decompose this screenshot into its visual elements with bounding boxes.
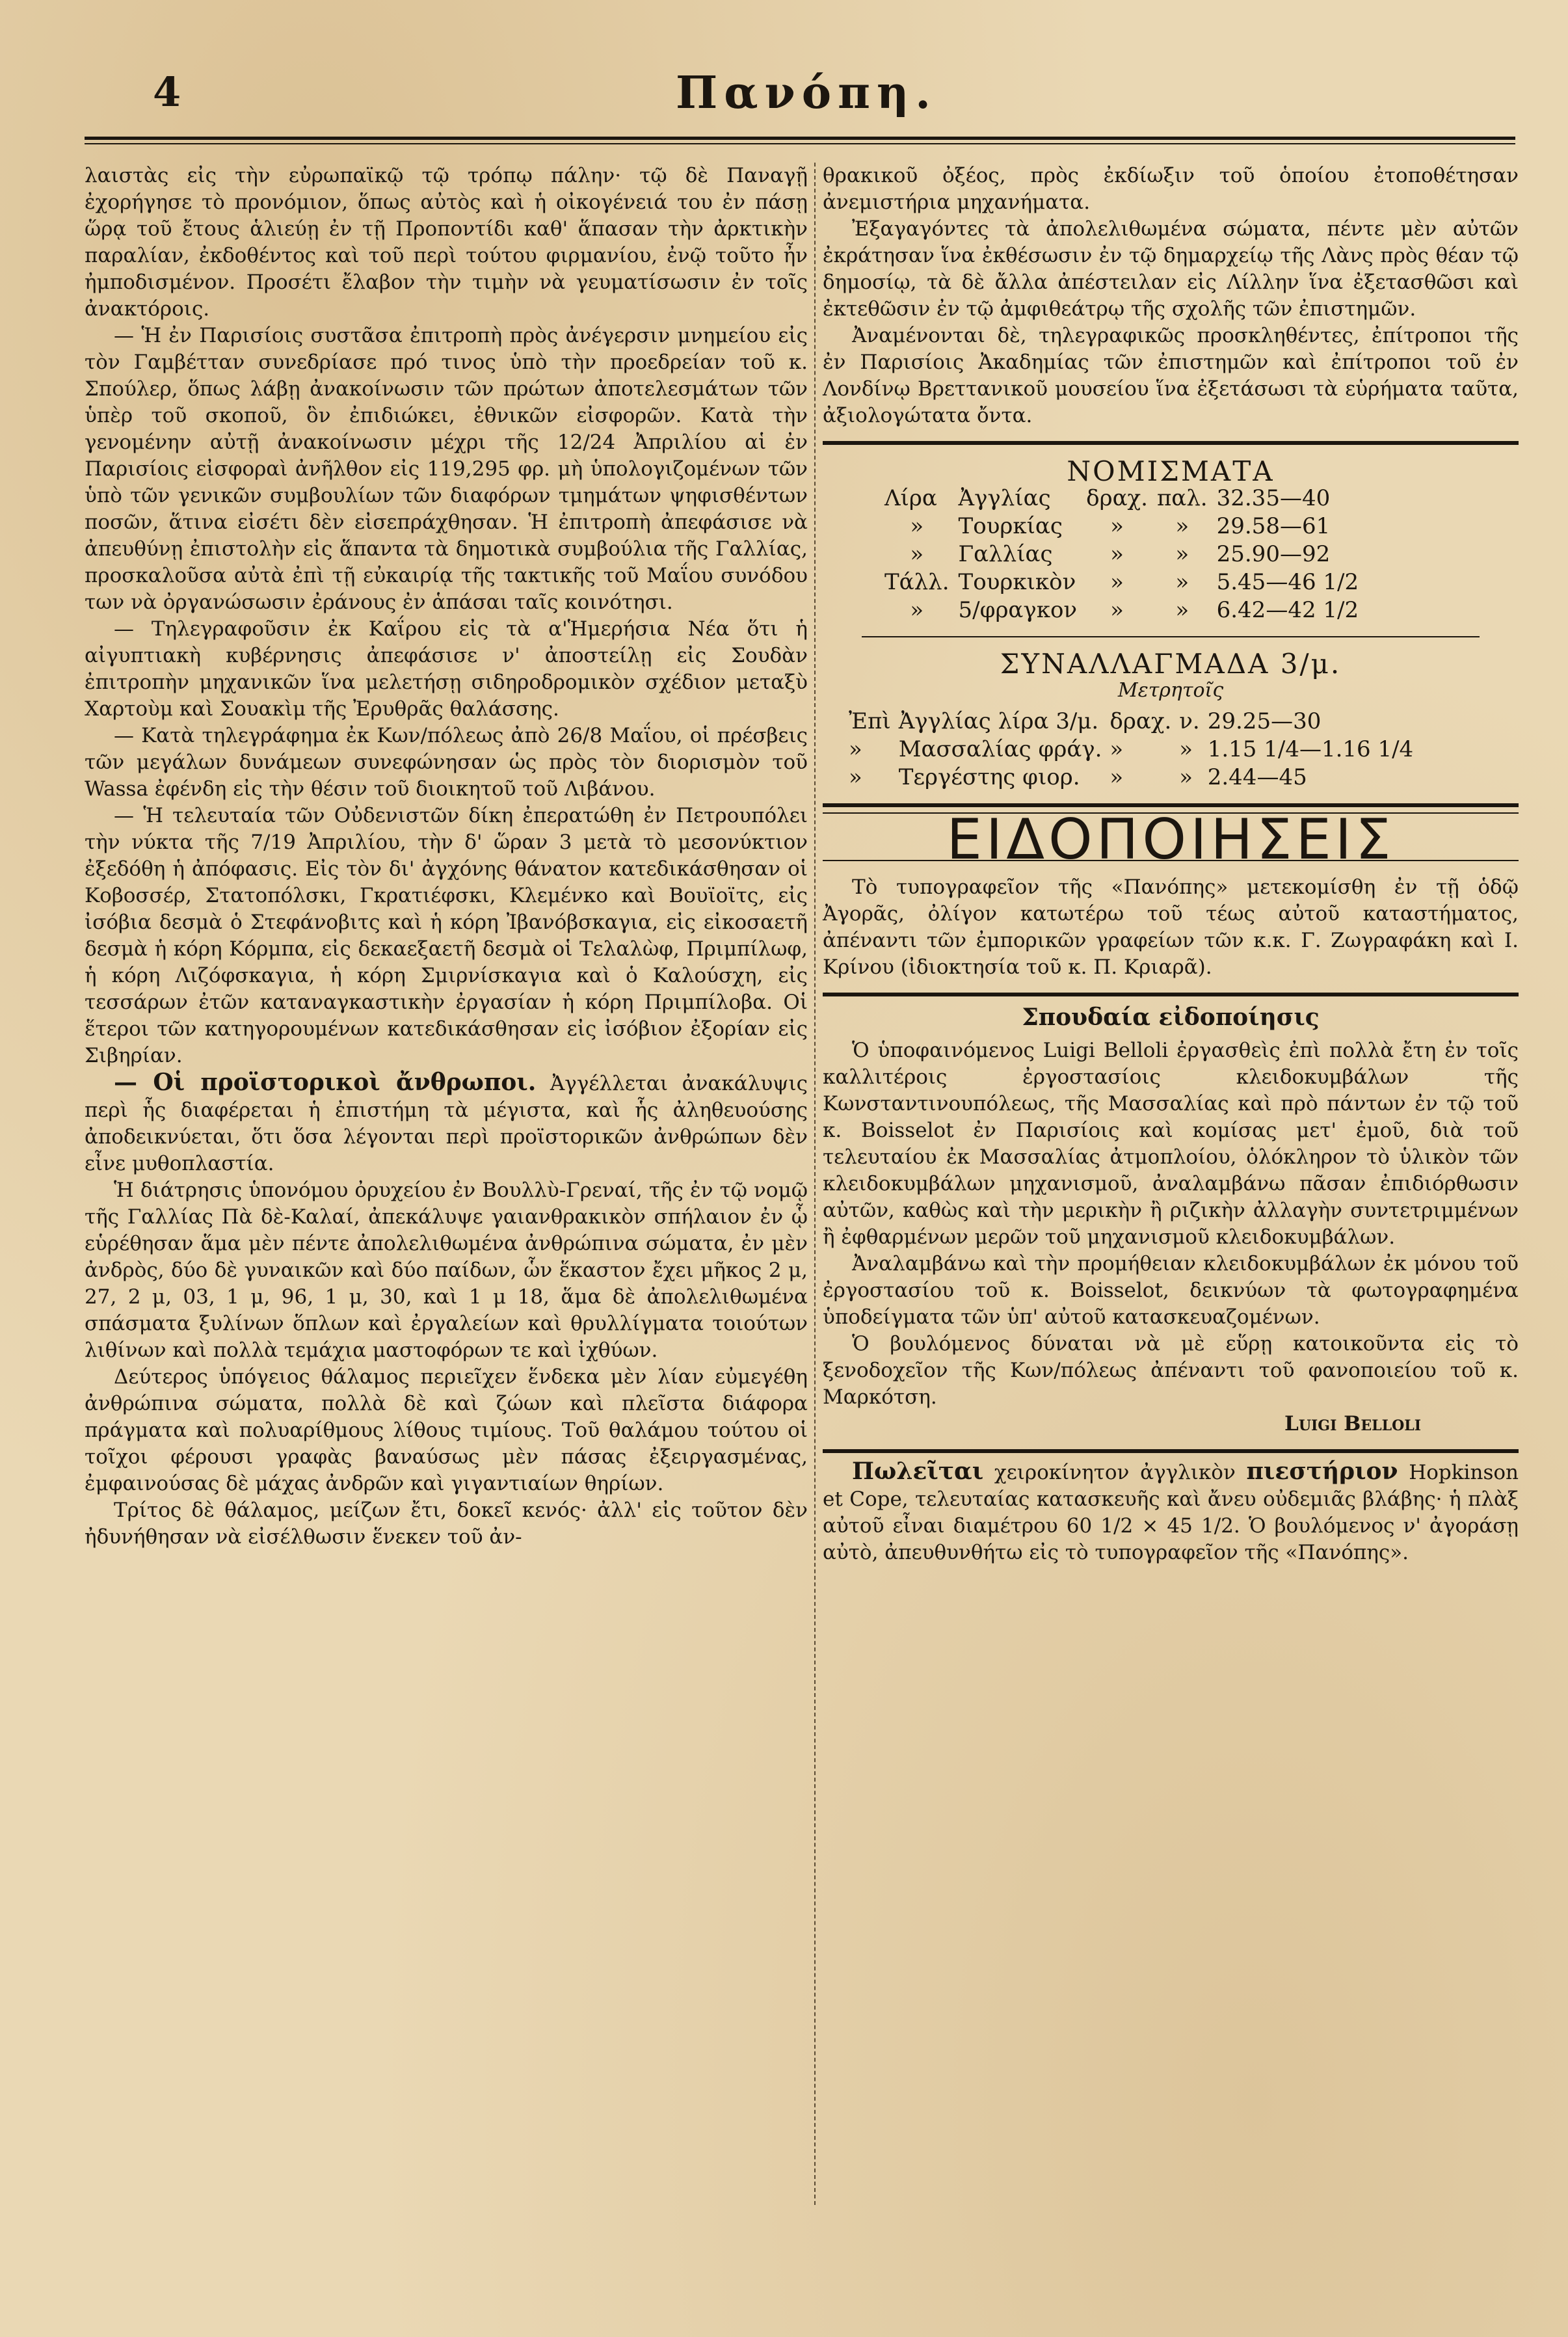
article-text: Ἀγγέλλεται ἀνακάλυψις περὶ ἧς διαφέρεται ἡ ἐπιστήμη τὰ μέγιστα, καὶ ἧς ἀληθευούσης ἀποδεικνύεται, ὅτι ὅσα λέγονται περὶ προϊστορικῶν ἀνθρώπων δὲν εἶνε μυθοπλαστία. — [85, 1072, 808, 1175]
notice-emphasis: πιεστήριον — [1246, 1458, 1398, 1485]
table-cell: » — [1175, 597, 1189, 623]
table-cell: Ἐπὶ — [849, 708, 891, 734]
table-row — [849, 764, 1421, 792]
notice-lead: Πωλεῖται — [852, 1458, 984, 1485]
table-row — [849, 708, 1421, 736]
table-cell: Λίρα — [884, 485, 937, 511]
table-cell: 29.25—30 — [1207, 708, 1322, 734]
currency-table-section — [823, 455, 1519, 792]
notice-paragraph — [823, 1458, 1519, 1566]
table-cell: Γαλλίας — [958, 541, 1053, 567]
article-paragraph: — Κατὰ τηλεγράφημα ἐκ Κων/πόλεως ἀπὸ 26/8 Μαΐου, οἱ πρέσβεις τῶν μεγάλων δυνάμεων συνεφώνησαν ὡς πρὸς τὸν διορισμὸν τοῦ Wassa ἐφένδη εἰς τὴν θέσιν τοῦ διοικητοῦ τοῦ Λιβάνου. — [85, 724, 808, 801]
section-divider — [862, 636, 1480, 637]
table-cell: » — [1179, 764, 1193, 790]
table-cell: 32.35—40 — [1216, 485, 1331, 511]
notice-paragraph: Ὁ βουλόμενος δύναται νὰ μὲ εὕρῃ κατοικοῦντα εἰς τὸ ξενοδοχεῖον τῆς Κων/πόλεως ἀπέναντι τοῦ φανοποιείου τοῦ κ. Μαρκότση. — [823, 1332, 1519, 1409]
table-cell: Ἀγγλίας λίρα 3/μ. — [898, 708, 1099, 734]
left-column — [85, 163, 808, 1551]
table-cell: Μασσαλίας φράγ. — [898, 736, 1102, 762]
exchange-title: ΣΥΝΑΛΛΑΓΜΑΔΑ 3/μ. — [1000, 648, 1342, 680]
notice-paragraph: Ὁ ὑποφαινόμενος Luigi Belloli ἐργασθεὶς ἐπὶ πολλὰ ἔτη ἐν τοῖς καλλιτέροις ἐργοστασίοις κλειδοκυμβάλων τῆς Κωνσταντινουπόλεως, τῆς Μασσαλίας καὶ πρὸ πάντων ἐν τῷ τοῦ κ. Boisselot ἐν Παρισίοις καὶ κομίσας μετ' ἐμοῦ, διὰ τοῦ τελευταίου ἐκ Μασσαλίας ἀτμοπλοίου, ὁλόκληρον τὸ ὑλικὸν τῶν κλειδοκυμβάλων μηχανισμοῦ, ἀναλαμβάνω πᾶσαν ἐπιδιόρθωσιν αὐτῶν, καθὼς καὶ τὴν μερικὴν ἢ ριζικὴν ἀλλαγὴν συντετριμμένων ἢ ἐφθαρμένων μερῶν τοῦ μηχανισμοῦ κλειδοκυμβάλων. — [823, 1039, 1519, 1249]
table-cell: 25.90—92 — [1216, 541, 1331, 567]
table-cell: Τουρκικὸν — [958, 569, 1076, 595]
article-paragraph: — Τηλεγραφοῦσιν ἐκ Καΐρου εἰς τὰ α'Ἡμερήσια Νέα ὅτι ἡ αἰγυπτιακὴ κυβέρνησις ἀπεφάσισε ν' ἀποστείλῃ εἰς Σουδὰν ἐπιτροπὴν μηχανικῶν ἵνα μελετήσῃ σιδηροδρομικὸν σχέδιον μεταξὺ Χαρτοὺμ καὶ Σουακὶμ τῆς Ἐρυθρᾶς θαλάσσης. — [85, 617, 808, 721]
section-rule — [823, 993, 1519, 996]
table-cell: Τεργέστης φιορ. — [898, 764, 1080, 790]
article-paragraph: Δεύτερος ὑπόγειος θάλαμος περιεῖχεν ἕνδεκα μὲν λίαν εὐμεγέθη ἀνθρώπινα σώματα, πολλὰ δὲ καὶ ζώων καὶ πλεῖστα διάφορα πράγματα καὶ πολυαρίθμους λίθους τιμίους. Τοῦ θαλάμου τούτου οἱ τοῖχοι φέρουσι γραφὰς βαναύσως μὲν πάσας ἐξειργασμένας, ἐμφαινούσας δὲ μάχας ἀνδρῶν καὶ γιγαντιαίων θηρίων. — [85, 1365, 808, 1495]
article-paragraph: — Ἡ τελευταία τῶν Οὐδενιστῶν δίκη ἐπερατώθη ἐν Πετρουπόλει τὴν νύκτα τῆς 7/19 Ἀπριλίου, τὴν δ' ὥραν 3 μετὰ τὸ μεσονύκτιον ἐξεδόθη ἡ ἀπόφασις. Εἰς τὸν δι' ἀγχόνης θάνατον κατεδικάσθησαν οἱ Κοβοσσέρ, Στατοπόλσκι, Γκρατιέφσκι, Κλεμένκο καὶ Βουϊοϊτς, εἰς ἰσόβια δεσμὰ ὁ Στεφάνοβιτς καὶ ἡ κόρη Ἰβανόβσκαγια, εἰς εἰκοσαετῆ δεσμὰ ἡ κόρη Κόρμπα, εἰς δεκαεξαετῆ δεσμὰ οἱ Τελαλὼφ, Πριμπίλωφ, ἡ κόρη Λιζόφσκαγια, ἡ κόρη Σμιρνίσκαγια καὶ ὁ Καλούσχη, εἰς τεσσάρων ἐτῶν καταναγκαστικὴν ἐργασίαν ἡ κόρη Πριμπίλοβα. Οἱ ἕτεροι τῶν κατηγορουμένων κατεδικάσθησαν εἰς ἰσόβιον ἐξορίαν εἰς Σιβηρίαν. — [85, 804, 808, 1067]
notice-title: Σπουδαία εἰδοποίησις — [1022, 1004, 1320, 1031]
table-row — [884, 568, 1368, 596]
table-cell: Τουρκίας — [958, 513, 1063, 539]
table-cell: παλ. — [1156, 485, 1208, 511]
table-row — [849, 736, 1421, 764]
article-paragraph: θρακικοῦ ὀξέος, πρὸς ἐκδίωξιν τοῦ ὁποίου ἐτοποθέτησαν ἀνεμιστήρια μηχανήματα. — [823, 164, 1519, 214]
table-row — [884, 596, 1368, 624]
header-rule — [85, 137, 1515, 140]
table-cell: » — [1175, 541, 1189, 567]
article-paragraph: Ἡ διάτρησις ὑπονόμου ὀρυχείου ἐν Βουλλὺ-Γρεναί, τῆς ἐν τῷ νομῷ τῆς Γαλλίας Πὰ δὲ-Καλαί, ἀπεκάλυψε γαιανθρακικὸν σπήλαιον ἐν ᾧ εὑρέθησαν ἅμα μὲν πέντε ἀπολελιθωμένα ἀνθρώπινα σώματα, ἐν μὲν ἀνδρὸς, δύο δὲ γυναικῶν καὶ δύο παίδων, ὧν ἕκαστον ἔχει μῆκος 2 μ, 27, 2 μ, 03, 1 μ, 96, 1 μ, 30, καὶ 1 μ 18, ἅμα δὲ ἀπολελιθωμένα σπάσματα ξυλίνων ὅπλων καὶ ἐργαλείων καὶ θρυλλίγματα τοιούτων λιθίνων καὶ πολλὰ τεμάχια μαστοφόρων τε καὶ ἰχθύων. — [85, 1179, 808, 1362]
table-cell: 5.45—46 1/2 — [1216, 569, 1359, 595]
table-row — [884, 541, 1368, 568]
table-row — [884, 485, 1368, 513]
article-paragraph: — Ἡ ἐν Παρισίοις συστᾶσα ἐπιτροπὴ πρὸς ἀνέγερσιν μνημείου εἰς τὸν Γαμβέτταν συνεδρίασε πρό τινος ὑπὸ τὴν προεδρείαν τοῦ κ. Σπούλερ, ὅπως λάβῃ ἀνακοίνωσιν τῶν πρώτων ἀποτελεσμάτων τῶν ὑπὲρ τοῦ σκοποῦ, ὃν ἐπιδιώκει, ἐθνικῶν εἰσφορῶν. Κατὰ τὴν γενομένην αὐτῇ ἀνακοίνωσιν μέχρι τῆς 12/24 Ἀπριλίου αἱ ἐν Παρισίοις εἰσφοραὶ ἀνῆλθον εἰς 119,295 φρ. μὴ ὑπολογιζομένων τῶν ὑπὸ τῶν γενικῶν συμβουλίων τῶν διαφόρων τμημάτων ψηφισθέντων ποσῶν, ἅτινα εἰσέτι δὲν εἰσεπράχθησαν. Ἡ ἐπιτροπὴ ἀπεφάσισε νὰ ἀπευθύνῃ ἐπιστολὴν εἰς ἅπαντα τὰ δημοτικὰ συμβούλια τῆς Γαλλίας, προσκαλοῦσα αὐτὰ ἐπὶ τῇ εὐκαιρίᾳ τῆς τακτικῆς τοῦ Μαΐου συνόδου των νὰ ὀργανώσωσιν ἐράνους ἐν ἁπάσαι ταῖς κοινότησι. — [85, 324, 808, 614]
notice-text: χειροκίνητον ἀγγλικὸν — [994, 1461, 1236, 1484]
right-column — [823, 163, 1519, 1566]
table-cell: 1.15 1/4—1.16 1/4 — [1207, 736, 1414, 762]
table-cell: 6.42—42 1/2 — [1216, 597, 1359, 623]
column-separator — [814, 163, 816, 2205]
table-cell: » — [849, 764, 862, 790]
article-paragraph: λαιστὰς εἰς τὴν εὐρωπαϊκῷ τῷ τρόπῳ πάλην· τῷ δὲ Παναγῇ ἐχορήγησε τὸ προνόμιον, ὅπως αὐτὸς καὶ ἡ οἰκογένειά του ἐν πάσῃ ὥρᾳ τοῦ ἔτους ἁλιεύῃ ἐν τῇ Προποντίδι καθ' ἅπασαν τὴν ἀρκτικὴν παραλίαν, ἐκδοθέντος καὶ τοῦ περὶ τούτου φιρμανίου, ἐνῷ τοῦτο ἦν ἠμποδισμένον. Προσέτι ἔλαβον τὴν τιμὴν νὰ γευματίσωσιν ἐν τοῖς ἀνακτόροις. — [85, 164, 808, 321]
article-heading: — Οἱ προϊστορικοὶ ἄνθρωποι. — [114, 1069, 537, 1096]
table-row — [884, 513, 1368, 541]
header-rule-thin — [85, 143, 1515, 144]
masthead-title: Πανόπη. — [676, 67, 937, 119]
table-cell: δραχ. — [1086, 485, 1148, 511]
exchange-table — [849, 708, 1421, 792]
article-paragraph: Ἀναμένονται δὲ, τηλεγραφικῶς προσκληθέντες, ἐπίτροποι τῆς ἐν Παρισίοις Ἀκαδημίας τῶν ἐπιστημῶν καὶ ἐπίτροποι τοῦ ἐν Λονδίνῳ Βρεττανικοῦ μουσείου ἵνα ἐξετάσωσι τὰ εὑρήματα ταῦτα, ἀξιολογώτατα ὄντα. — [823, 324, 1519, 427]
article-paragraph: Τρίτος δὲ θάλαμος, μείζων ἔτι, δοκεῖ κενός· ἀλλ' εἰς τοῦτον δὲν ἠδυνήθησαν νὰ εἰσέλθωσιν ἕνεκεν τοῦ ἀν- — [85, 1499, 808, 1549]
page-header — [98, 62, 1515, 133]
currency-table — [884, 485, 1368, 624]
table-cell: » — [910, 541, 924, 567]
table-cell: 2.44—45 — [1207, 764, 1307, 790]
table-cell: » — [910, 513, 924, 539]
table-cell: » — [1110, 736, 1124, 762]
notice-paragraph: Ἀναλαμβάνω καὶ τὴν προμήθειαν κλειδοκυμβάλων ἐκ μόνου τοῦ ἐργοστασίου τοῦ κ. Boisselot, δεικνύων τὰ φωτογραφημένα ὑποδείγματα τῶν ὑπ' αὐτοῦ κατασκευαζομένων. — [823, 1252, 1519, 1329]
table-cell: » — [1175, 513, 1189, 539]
section-rule — [823, 1449, 1519, 1453]
table-cell: » — [849, 736, 862, 762]
table-cell: » — [1110, 764, 1124, 790]
table-cell: » — [1110, 569, 1124, 595]
exchange-subtitle: Μετρητοῖς — [1117, 679, 1224, 702]
table-cell: » — [1175, 569, 1189, 595]
table-cell: Τάλλ. — [884, 569, 950, 595]
table-cell: » — [1179, 736, 1193, 762]
table-cell: » — [1110, 513, 1124, 539]
article-paragraph: Ἐξαγαγόντες τὰ ἀπολελιθωμένα σώματα, πέντε μὲν αὐτῶν ἐκράτησαν ἵνα ἐκθέσωσιν ἐν τῷ δημαρχείῳ τῆς Λὰνς πρὸς θέαν τῷ δημοσίῳ, τὰ δὲ ἄλλα ἀπέστειλαν εἰς Λίλλην ἵνα ἐξετασθῶσι καὶ ἐκτεθῶσιν ἐν τῷ ἀμφιθεάτρῳ τῆς σχολῆς τῶν ἐπιστημῶν. — [823, 217, 1519, 321]
table-cell: » — [1110, 541, 1124, 567]
table-cell: δραχ. — [1110, 708, 1172, 734]
table-cell: » — [1110, 597, 1124, 623]
table-cell: Ἀγγλίας — [958, 485, 1051, 511]
table-cell: 5/φραγκον — [958, 597, 1078, 623]
article-paragraph — [85, 1069, 808, 1177]
table-cell: 29.58—61 — [1216, 513, 1331, 539]
section-rule — [823, 441, 1519, 445]
page-number: 4 — [153, 68, 181, 116]
notice-signature: Luigi Belloli — [1284, 1412, 1421, 1436]
table-cell: ν. — [1179, 708, 1200, 734]
currency-title: ΝΟΜΙΣΜΑΤΑ — [1067, 455, 1275, 487]
notice-paragraph: Τὸ τυπογραφεῖον τῆς «Πανόπης» μετεκομίσθη ἐν τῇ ὁδῷ Ἀγορᾶς, ὀλίγον κατωτέρω τοῦ τέως αὐτοῦ καταστήματος, ἀπέναντι τῶν ἐμπορικῶν γραφείων τῶν κ.κ. Γ. Ζωγραφάκη καὶ Ι. Κρίνου (ἰδιοκτησία τοῦ κ. Π. Κριαρᾶ). — [823, 875, 1519, 979]
notices-heading: ΕΙΔΟΠΟΙΗΣΕΙΣ — [946, 807, 1395, 872]
notice-text: Hopkinson et Cope, τελευταίας κατασκευῆς καὶ ἄνευ οὐδεμιᾶς βλάβης· ἡ πλὰξ αὐτοῦ εἶναι διαμέτρου 60 1/2 × 45 1/2. Ὁ βουλόμενος ν' ἀγοράσῃ αὐτὸ, ἀπευθυνθήτω εἰς τὸ τυπογραφεῖον τῆς «Πανόπης». — [823, 1461, 1519, 1564]
table-cell: » — [910, 597, 924, 623]
